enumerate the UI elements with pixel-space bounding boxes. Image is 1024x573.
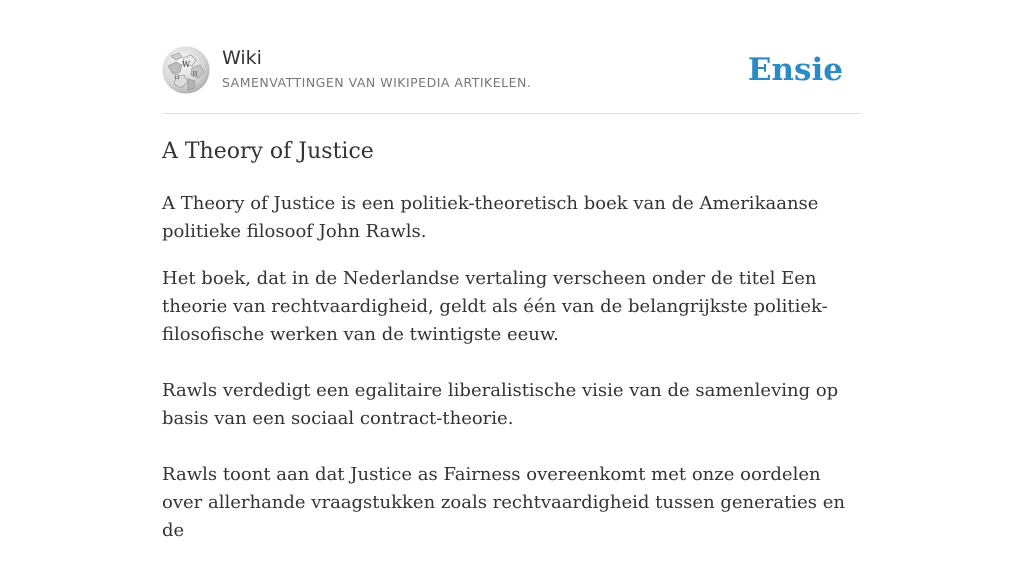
- wikipedia-globe-icon[interactable]: [162, 46, 210, 94]
- svg-text:W: W: [181, 60, 191, 69]
- article-intro: A Theory of Justice is een politiek-theoretisch boek van de Amerikaanse politieke filosoof John Rawls.: [162, 193, 819, 242]
- article-paragraph: Rawls toont aan dat Justice as Fairness overeenkomt met onze oordelen over allerhande vraagstukken zoals rechtvaardigheid tussen generaties en de: [162, 464, 845, 541]
- site-tagline: SAMENVATTINGEN VAN WIKIPEDIA ARTIKELEN.: [222, 75, 532, 90]
- article-title: A Theory of Justice: [162, 139, 374, 164]
- svg-text:И: И: [192, 71, 198, 78]
- article-body: [162, 190, 862, 573]
- svg-text:Ω: Ω: [174, 74, 180, 81]
- site-header: [162, 46, 862, 96]
- article-paragraph: Rawls verdedigt een egalitaire liberalistische visie van de samenleving op basis van een sociaal contract-theorie.: [162, 380, 839, 429]
- site-name[interactable]: Wiki: [222, 47, 262, 69]
- article-paragraph: Het boek, dat in de Nederlandse vertaling verscheen onder de titel Een theorie van rechtvaardigheid, geldt als één van de belangrijkste politiek-filosofische werken van de twintigste eeuw.: [162, 268, 828, 345]
- header-divider: [162, 113, 862, 114]
- ensie-logo-link[interactable]: Ensie: [747, 52, 843, 88]
